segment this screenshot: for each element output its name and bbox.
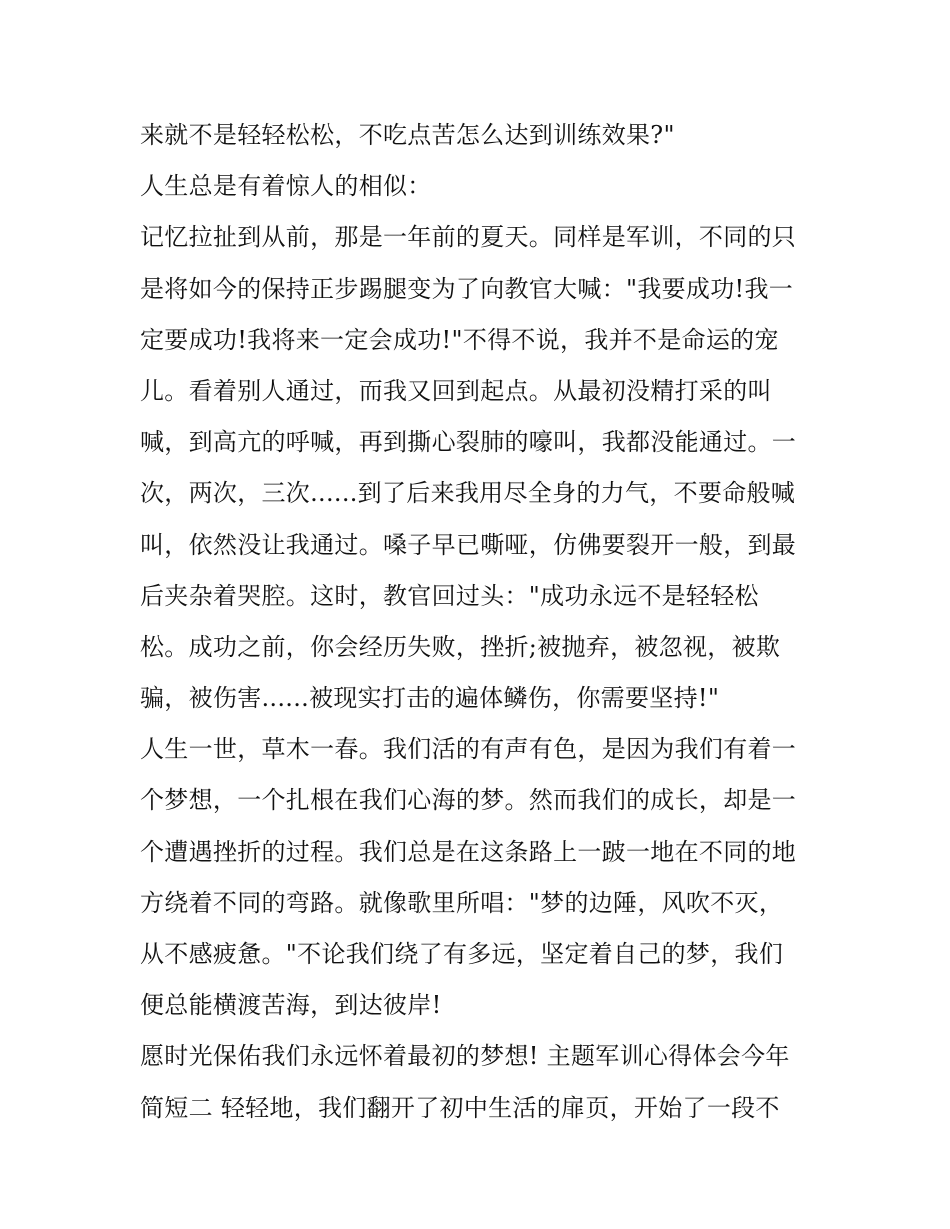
text-line: 愿时光保佑我们永远怀着最初的梦想! 主题军训心得体会今年	[140, 1042, 790, 1071]
text-line: 人生总是有着惊人的相似：	[140, 172, 432, 201]
text-line: 喊，到高亢的呼喊，再到撕心裂肺的嚎叫，我都没能通过。一	[140, 428, 797, 457]
text-line: 松。成功之前，你会经历失败，挫折;被抛弃，被忽视，被欺	[140, 632, 781, 661]
text-line: 叫，依然没让我通过。嗓子早已嘶哑，仿佛要裂开一般，到最	[140, 530, 797, 559]
text-line: 骗，被伤害......被现实打击的遍体鳞伤，你需要坚持!"	[140, 684, 720, 713]
text-line: 从不感疲惫。"不论我们绕了有多远，坚定着自己的梦，我们	[140, 940, 784, 968]
text-line: 次，两次，三次......到了后来我用尽全身的力气，不要命般喊	[140, 479, 796, 508]
text-line: 是将如今的保持正步踢腿变为了向教官大喊："我要成功!我一	[140, 274, 794, 303]
text-line: 方绕着不同的弯路。就像歌里所唱："梦的边陲，风吹不灭，	[140, 888, 784, 917]
text-line: 定要成功!我将来一定会成功!"不得不说，我并不是命运的宠	[140, 325, 779, 354]
text-line: 人生一世，草木一春。我们活的有声有色，是因为我们有着一	[140, 735, 797, 764]
text-line: 儿。看着别人通过，而我又回到起点。从最初没精打采的叫	[140, 376, 772, 405]
text-line: 个遭遇挫折的过程。我们总是在这条路上一跛一地在不同的地	[140, 837, 797, 866]
text-line: 便总能横渡苦海，到达彼岸!	[140, 991, 442, 1020]
body-text	[140, 110, 830, 1134]
text-line: 后夹杂着哭腔。这时，教官回过头："成功永远不是轻轻松	[140, 581, 759, 610]
text-line: 简短二 轻轻地，我们翻开了初中生活的扉页，开始了一段不	[140, 1093, 780, 1122]
text-line: 个梦想，一个扎根在我们心海的梦。然而我们的成长，却是一	[140, 786, 797, 815]
text-line: 来就不是轻轻松松，不吃点苦怎么达到训练效果?"	[140, 121, 675, 149]
text-line: 记忆拉扯到从前，那是一年前的夏天。同样是军训，不同的只	[140, 223, 797, 252]
